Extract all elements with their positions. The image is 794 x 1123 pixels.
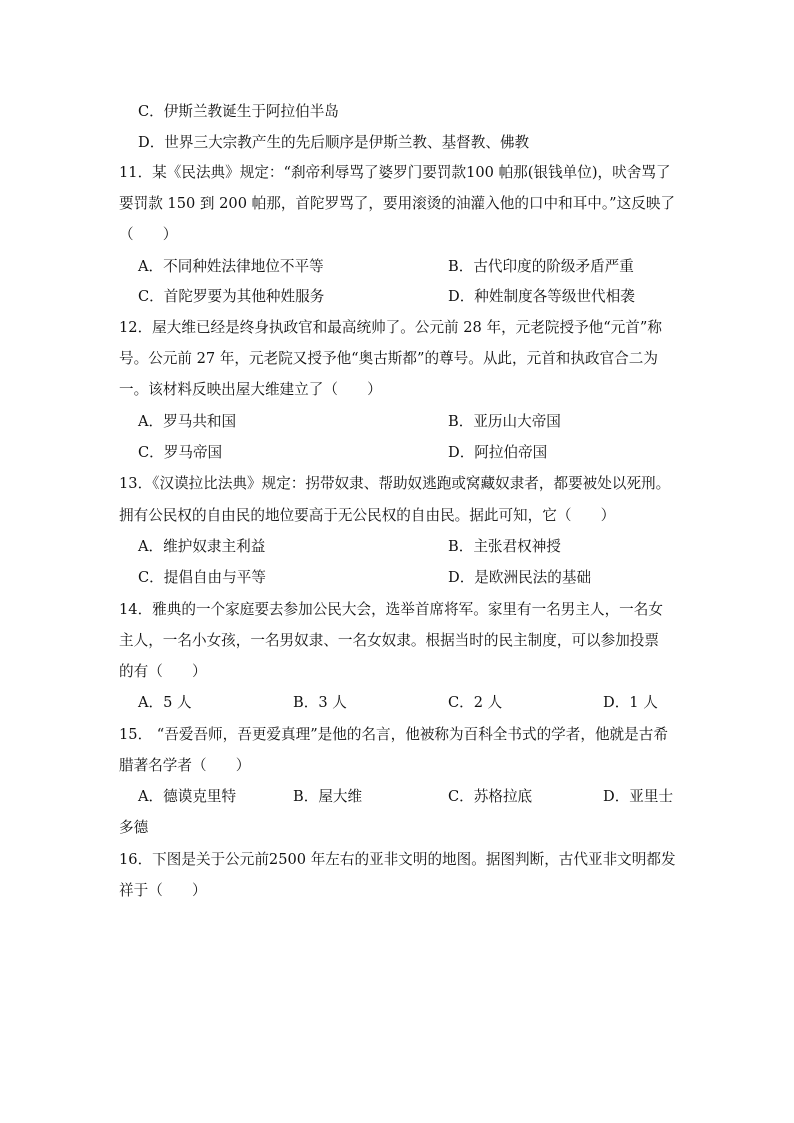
q15-option-d: D．亚里士 <box>603 788 674 805</box>
q12-option-c: C．罗马帝国 <box>138 444 223 461</box>
q13-stem-line2: 拥有公民权的自由民的地位要高于无公民权的自由民。据此可知，它（ ） <box>119 507 616 524</box>
q14-stem-line3: 的有（ ） <box>119 663 207 680</box>
q16-stem-line2: 祥于（ ） <box>119 882 207 899</box>
q13-option-a: A．维护奴隶主利益 <box>138 538 266 555</box>
q12-stem-line1: 12．屋大维已经是终身执政官和最高统帅了。公元前 28 年，元老院授予他“元首”称 <box>119 319 662 336</box>
q14-option-c: C．2 人 <box>448 694 503 711</box>
q15-stem-line2: 腊著名学者（ ） <box>119 757 251 774</box>
q11-option-a: A．不同种姓法律地位不平等 <box>138 258 324 275</box>
q12-option-d: D．阿拉伯帝国 <box>448 444 548 461</box>
q11-stem-line3: （ ） <box>119 226 178 243</box>
q15-option-d-wrap: 多德 <box>119 819 149 836</box>
q10-option-c: C．伊斯兰教诞生于阿拉伯半岛 <box>138 103 339 120</box>
q12-stem-line3: 一。该材料反映出屋大维建立了（ ） <box>119 381 382 398</box>
q16-stem-line1: 16．下图是关于公元前2500 年左右的亚非文明的地图。据图判断，古代亚非文明都发 <box>119 851 676 868</box>
q10-option-d: D．世界三大宗教产生的先后顺序是伊斯兰教、基督教、佛教 <box>138 134 530 151</box>
q14-stem-line1: 14．雅典的一个家庭要去参加公民大会，选举首席将军。家里有一名男主人，一名女 <box>119 601 663 618</box>
q14-option-d: D．1 人 <box>603 694 658 711</box>
q12-option-b: B．亚历山大帝国 <box>448 413 561 430</box>
q13-option-c: C．提倡自由与平等 <box>138 569 266 586</box>
q13-option-b: B．主张君权神授 <box>448 538 561 555</box>
q11-option-d: D．种姓制度各等级世代相袭 <box>448 288 635 305</box>
q14-option-b: B．3 人 <box>293 694 347 711</box>
q13-option-d: D．是欧洲民法的基础 <box>448 569 592 586</box>
q15-stem-line1: 15． “吾爱吾师，吾更爱真理”是他的名言，他被称为百科全书式的学者，他就是古希 <box>119 726 668 743</box>
q14-stem-line2: 主人，一名小女孩，一名男奴隶、一名女奴隶。根据当时的民主制度，可以参加投票 <box>119 632 659 649</box>
q15-option-c: C．苏格拉底 <box>448 788 533 805</box>
q12-stem-line2: 号。公元前 27 年，元老院又授予他“奥古斯都”的尊号。从此，元首和执政官合二为 <box>119 350 658 367</box>
q11-stem-line2: 要罚款 150 到 200 帕那，首陀罗骂了，要用滚烫的油灌入他的口中和耳中。”这反映了 <box>119 195 676 212</box>
q11-option-b: B．古代印度的阶级矛盾严重 <box>448 258 634 275</box>
q12-option-a: A．罗马共和国 <box>138 413 237 430</box>
q13-stem-line1: 13．《汉谟拉比法典》规定：拐带奴隶、帮助奴逃跑或窝藏奴隶者，都要被处以死刑。 <box>119 475 671 492</box>
q15-option-a: A．德谟克里特 <box>138 788 237 805</box>
q15-option-b: B．屋大维 <box>293 788 363 805</box>
q11-option-c: C．首陀罗要为其他种姓服务 <box>138 288 325 305</box>
q14-option-a: A．5 人 <box>138 694 192 711</box>
q11-stem-line1: 11．某《民法典》规定：“刹帝利辱骂了婆罗门要罚款100 帕那(银钱单位)，吠舍骂了 <box>119 164 671 181</box>
